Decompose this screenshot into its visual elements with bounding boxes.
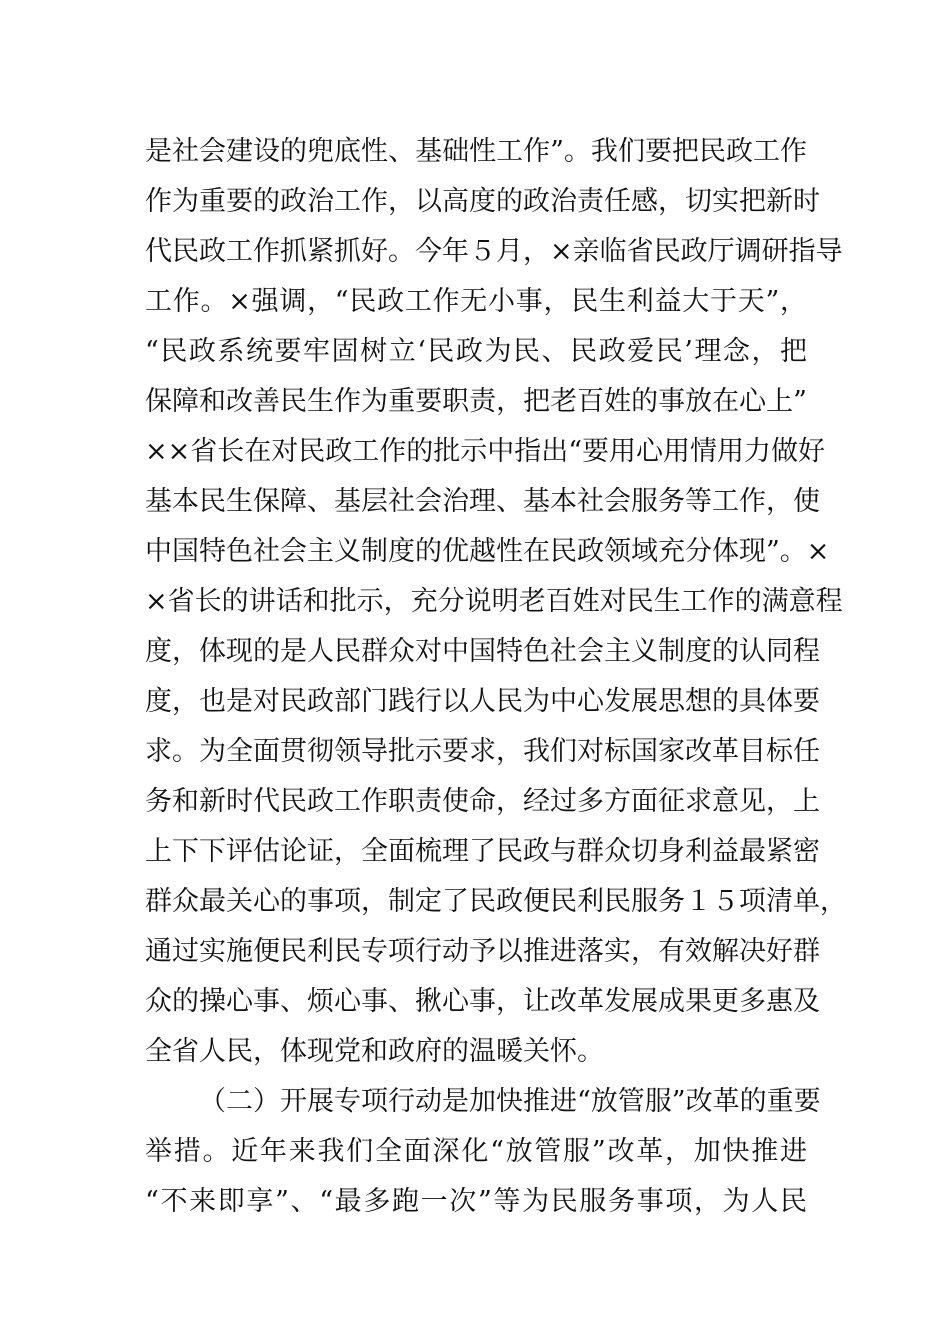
text-line: 全省人民，体现党和政府的温暖关怀。 xyxy=(145,1036,604,1067)
text-line: 务和新时代民政工作职责使命，经过多方面征求意见，上 xyxy=(145,786,820,817)
text-line: 保障和改善民生作为重要职责，把老百姓的事放在心上” xyxy=(145,386,807,417)
text-line: 度，也是对民政部门践行以人民为中心发展思想的具体要 xyxy=(145,686,820,717)
text-line: 度，体现的是人民群众对中国特色社会主义制度的认同程 xyxy=(145,636,820,667)
text-line: 求。为全面贯彻领导批示要求，我们对标国家改革目标任 xyxy=(145,736,820,767)
text-line: 众的操心事、烦心事、揪心事，让改革发展成果更多惠及 xyxy=(145,986,820,1017)
paragraph-heading-line: （二）开展专项行动是加快推进“放管服”改革的重要 xyxy=(199,1086,821,1117)
text-line: 是社会建设的兜底性、基础性工作”。我们要把民政工作 xyxy=(145,136,807,167)
text-line: 举措。近年来我们全面深化“放管服”改革，加快推进 xyxy=(145,1136,807,1167)
text-line: ××省长在对民政工作的批示中指出“要用心用情用力做好 xyxy=(145,436,826,467)
text-line: “民政系统要牢固树立‘民政为民、民政爱民’理念，把 xyxy=(145,336,807,367)
text-line: ×省长的讲话和批示，充分说明老百姓对民生工作的满意程 xyxy=(145,586,843,617)
text-line: 工作。×强调，“民政工作无小事，民生利益大于天”， xyxy=(145,286,807,317)
text-line: 群众最关心的事项，制定了民政便民利民服务１５项清单， xyxy=(145,886,847,917)
text-line: “不来即享”、“最多跑一次”等为民服务事项，为人民 xyxy=(145,1186,807,1217)
text-line: 上下下评估论证，全面梳理了民政与群众切身利益最紧密 xyxy=(145,836,820,867)
text-line: 作为重要的政治工作，以高度的政治责任感，切实把新时 xyxy=(145,186,820,217)
text-line: 中国特色社会主义制度的优越性在民政领域充分体现”。× xyxy=(145,536,830,567)
text-line: 基本民生保障、基层社会治理、基本社会服务等工作，使 xyxy=(145,486,820,517)
text-line: 代民政工作抓紧抓好。今年５月，×亲临省民政厅调研指导 xyxy=(145,236,843,267)
text-line: 通过实施便民利民专项行动予以推进落实，有效解决好群 xyxy=(145,936,820,967)
